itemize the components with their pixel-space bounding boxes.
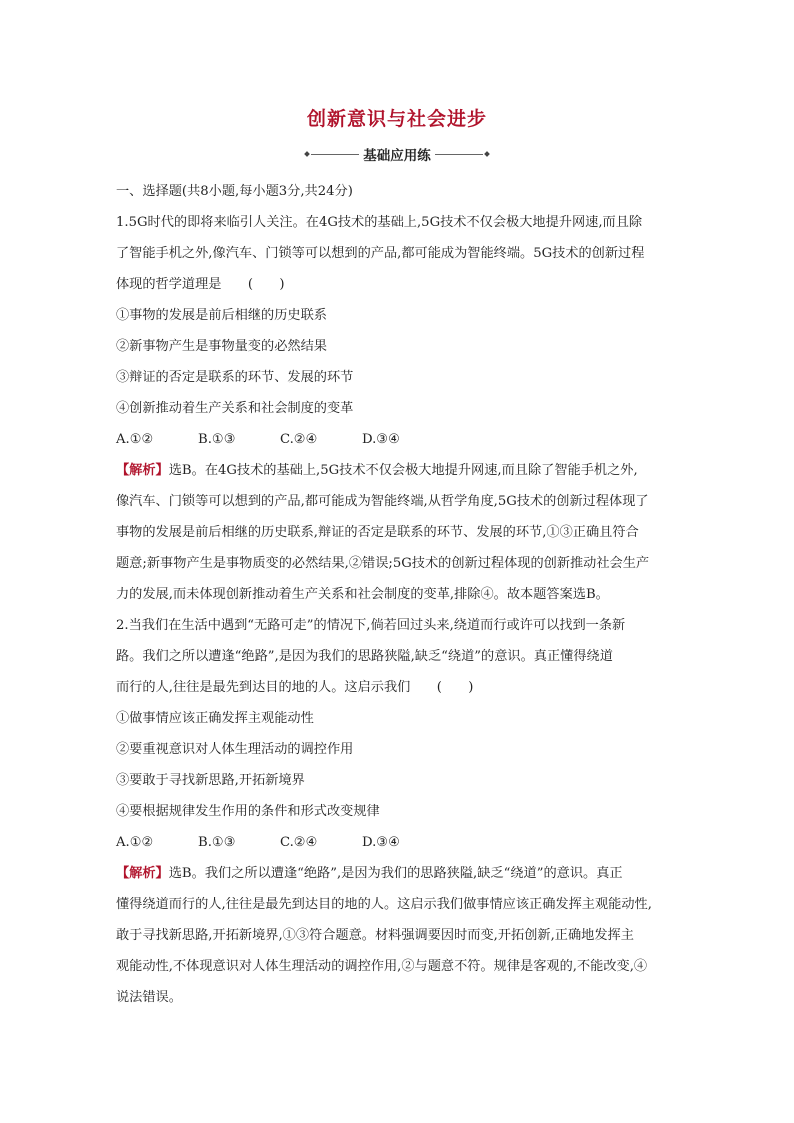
answer-options — [116, 424, 682, 455]
statement: ④创新推动着生产关系和社会制度的变革 — [116, 401, 354, 416]
part-heading: 一、选择题(共8小题,每小题3分,共24分) — [116, 184, 353, 199]
analysis-line: 像汽车、门锁等可以想到的产品,都可能成为智能终端,从哲学角度,5G技术的创新过程体现了 — [116, 494, 649, 509]
diamond-icon — [304, 151, 310, 157]
option-c: C.②④ — [280, 432, 318, 447]
question-2 — [116, 610, 682, 1013]
statement: ③要敢于寻找新思路,开拓新境界 — [116, 773, 305, 788]
rule-line-right — [435, 154, 483, 155]
statement: ④要根据规律发生作用的条件和形式改变规律 — [116, 804, 380, 819]
question-stem-line: 了智能手机之外,像汽车、门锁等可以想到的产品,都可能成为智能终端。5G技术的创新过程 — [116, 246, 645, 261]
analysis-line: 说法错误。 — [116, 990, 182, 1005]
analysis-text: 选B。我们之所以遭逢“绝路”,是因为我们的思路狭隘,缺乏“绕道”的意识。真正 — [168, 866, 623, 881]
question-stem-line: 2.当我们在生活中遇到“无路可走”的情况下,倘若回过头来,绕道而行或许可以找到一条新 — [116, 618, 626, 633]
section-label: 基础应用练 — [363, 148, 431, 164]
rule-line-left — [311, 154, 359, 155]
statement: ②要重视意识对人体生理活动的调控作用 — [116, 742, 354, 757]
option-d: D.③④ — [362, 835, 400, 850]
statement: ③辩证的否定是联系的环节、发展的环节 — [116, 370, 354, 385]
option-d: D.③④ — [362, 432, 400, 447]
option-b: B.①③ — [198, 835, 236, 850]
analysis-line — [116, 455, 682, 486]
question-1 — [116, 207, 682, 610]
analysis-tag: 【解析】 — [116, 866, 169, 881]
analysis-line: 观能动性,不体现意识对人体生理活动的调控作用,②与题意不符。规律是客观的,不能改变,④ — [116, 959, 648, 974]
statement: ②新事物产生是事物量变的必然结果 — [116, 339, 327, 354]
diamond-icon — [484, 151, 490, 157]
statement: ①做事情应该正确发挥主观能动性 — [116, 711, 314, 726]
option-b: B.①③ — [198, 432, 236, 447]
analysis-line: 懂得绕道而行的人,往往是最先到达目的地的人。这启示我们做事情应该正确发挥主观能动性, — [116, 897, 652, 912]
question-stem-line: 路。我们之所以遭逢“绝路”,是因为我们的思路狭隘,缺乏“绕道”的意识。真正懂得绕道 — [116, 649, 613, 664]
option-a: A.①② — [116, 835, 154, 850]
statement: ①事物的发展是前后相继的历史联系 — [116, 308, 327, 323]
analysis-line: 力的发展,而未体现创新推动着生产关系和社会制度的变革,排除④。故本题答案选B。 — [116, 587, 609, 602]
question-stem-line: 体现的哲学道理是 ( ) — [116, 277, 285, 292]
answer-options — [116, 827, 682, 858]
option-a: A.①② — [116, 432, 154, 447]
analysis-line: 事物的发展是前后相继的历史联系,辩证的否定是联系的环节、发展的环节,①③正确且符合 — [116, 525, 639, 540]
question-stem-line: 而行的人,往往是最先到达目的地的人。这启示我们 ( ) — [116, 680, 474, 695]
page-title: 创新意识与社会进步 — [306, 108, 487, 130]
analysis-line — [116, 858, 682, 889]
analysis-tag: 【解析】 — [116, 463, 169, 478]
analysis-line: 题意;新事物产生是事物质变的必然结果,②错误;5G技术的创新过程体现的创新推动社会生产 — [116, 556, 650, 571]
section-divider — [0, 144, 794, 164]
question-content — [116, 176, 682, 1013]
question-stem-line: 1.5G时代的即将来临引人关注。在4G技术的基础上,5G技术不仅会极大地提升网速,而且除 — [116, 215, 643, 230]
analysis-text: 选B。在4G技术的基础上,5G技术不仅会极大地提升网速,而且除了智能手机之外, — [168, 463, 638, 478]
option-c: C.②④ — [280, 835, 318, 850]
analysis-line: 敢于寻找新思路,开拓新境界,①③符合题意。材料强调要因时而变,开拓创新,正确地发挥主 — [116, 928, 634, 943]
